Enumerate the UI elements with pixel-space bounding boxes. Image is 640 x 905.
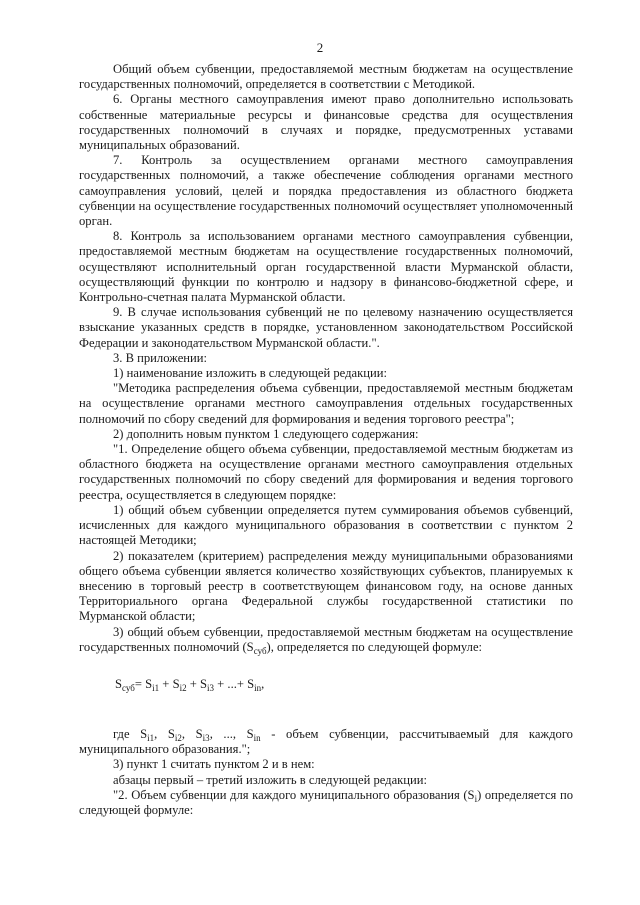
paragraph-subpoint-1: 1) общий объем субвенции определяется путем суммирования объемов субвенций, исчисленных для каждого муниципального образования в соответствии с пунктом 2 настоящей Методики; [79, 502, 573, 548]
paragraph-method-title: "Методика распределения объема субвенции, предоставляемой местным бюджетам на осуществление органами местного самоуправления отдельных государственных полномочий по сбору сведений для формирования и ведения торгового реестра"; [79, 381, 573, 426]
paragraph-7: 7. Контроль за осуществлением органами местного самоуправления государственных полномочий, а также обеспечение соблюдения органами местного самоуправления условий, целей и порядка предоставления из областного бюджета субвенции на осуществление государственных полномочий осуществляет уполномоченный орган. [79, 153, 573, 229]
paragraph-9: 9. В случае использования субвенций не по целевому назначению осуществляется взыскание указанных средств в порядке, установленном законодательством Российской Федерации и законодательством Мурманской области.". [79, 305, 573, 350]
paragraph-item-3: 3) пункт 1 считать пунктом 2 и в нем: [113, 757, 315, 772]
paragraph-total-subvention: Общий объем субвенции, предоставляемой местным бюджетам на осуществление государственных полномочий, определяется в соответствии с Методикой. [79, 62, 573, 92]
paragraph-where: где $S_{i1}$, $S_{i2}$, $S_{i3}$, ..., $S_{in}$ - объем субвенции, рассчитываемый для каждого муниципального образования."; [79, 726, 573, 757]
paragraph-point-2: "2. Объем субвенции для каждого муниципального образования $(S_i)$ определяется по следующей формуле: [79, 787, 573, 817]
paragraph-appendix: 3. В приложении: [113, 350, 208, 365]
paragraph-item-1: 1) наименование изложить в следующей редакции: [113, 366, 387, 381]
paragraph-point-1: "1. Определение общего объема субвенции, предоставляемой местным бюджетам из областного бюджета на осуществление органами местного самоуправления отдельных государственных полномочий по сбору сведений для формирования и ведения торгового реестра, осуществляется в следующем порядке: [79, 442, 573, 502]
paragraph-subpoint-2: 2) показателем (критерием) распределения между муниципальными образованиями общего объема субвенции является количество хозяйствующих субъектов, планируемых к внесению в торговый реестр в соответствующем финансовом году, на основе данных Территориального органа Федеральной службы государственной статистики по Мурманской области; [79, 548, 573, 624]
paragraph-item-2: 2) дополнить новым пунктом 1 следующего содержания: [113, 426, 419, 441]
paragraph-subpoint-3: 3) общий объем субвенции, предоставляемой местным бюджетам на осуществление государственных полномочий $(S_{суб})$, определяется по следующей формуле: [79, 624, 573, 656]
formula-total: $S_{суб}= S_{i1} + S_{i2} + S_{i3}$ + ...+ $S_{in}$, [115, 676, 265, 693]
paragraph-8: 8. Контроль за использованием органами местного самоуправления субвенции, предоставляемой местным бюджетам на осуществление государственных полномочий, осуществляют исполнительный орган государственной власти Мурманской области, осуществляющий функции по контролю и надзору в финансово-бюджетной сфере, и Контрольно-счетная палата Мурманской области. [79, 229, 573, 305]
paragraph-abzacy: абзацы первый – третий изложить в следующей редакции: [113, 772, 428, 787]
paragraph-6: 6. Органы местного самоуправления имеют право дополнительно использовать собственные материальные ресурсы и финансовые средства для осуществления государственных полномочий в случаях и порядке, предусмотренных уставами муниципальных образований. [79, 92, 573, 153]
page-number: 2 [316, 40, 324, 55]
document-body [79, 62, 573, 818]
